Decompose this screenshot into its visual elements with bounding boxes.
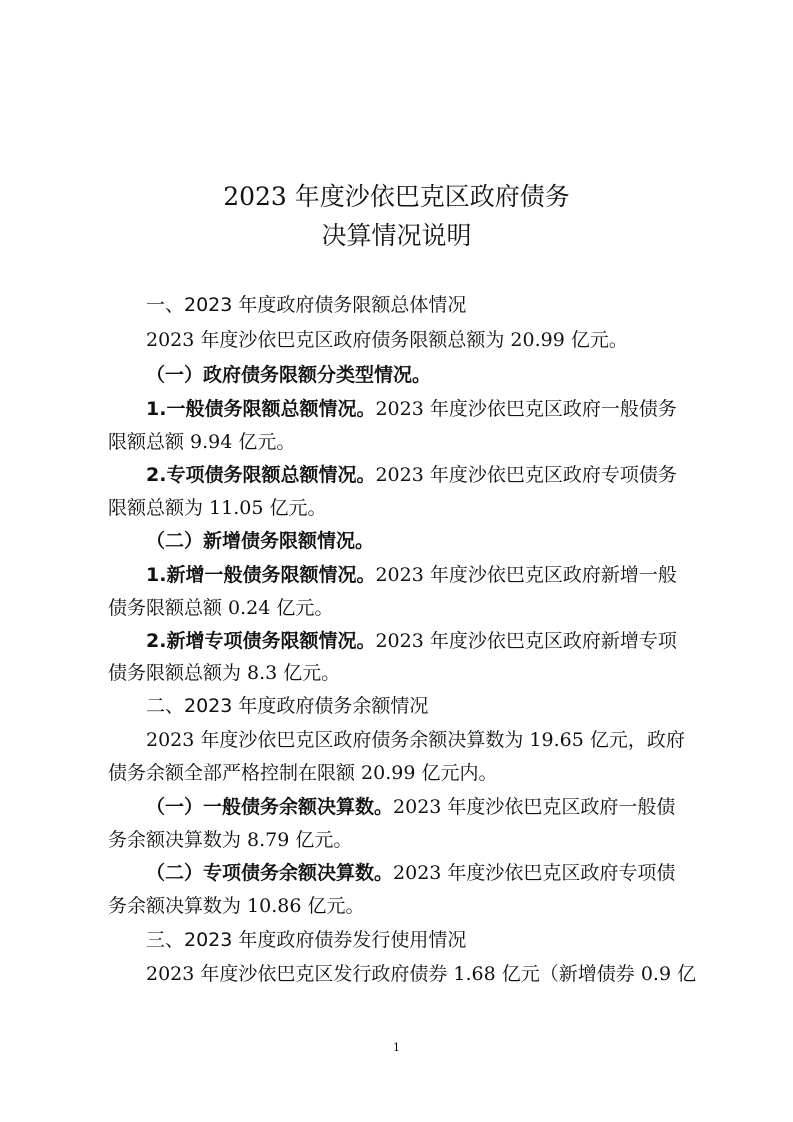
paragraph-line <box>108 761 497 785</box>
paragraph-line <box>146 563 677 587</box>
body-text: 限额总额为 11.05 亿元。 <box>108 497 327 519</box>
item-lead: （一）一般债务余额决算数。 <box>146 796 394 818</box>
subsection-heading <box>146 363 431 387</box>
page-number: 1 <box>393 1041 400 1054</box>
section-heading-text: 二、2023 年度政府债务余额情况 <box>146 695 429 717</box>
paragraph-line <box>146 629 677 653</box>
subsection-heading-text: （一）政府债务限额分类型情况。 <box>146 364 432 386</box>
paragraph-line <box>108 894 364 918</box>
paragraph-line <box>146 397 677 421</box>
item-lead: 2.专项债务限额总额情况。 <box>146 464 376 486</box>
item-lead: 2.新增专项债务限额情况。 <box>146 630 376 652</box>
paragraph-line <box>108 828 352 852</box>
body-text: 2023 年度沙依巴克区政府债务限额总额为 20.99 亿元。 <box>146 329 628 351</box>
body-text: 债务限额总额为 8.3 亿元。 <box>108 662 341 684</box>
body-text: 2023 年度沙依巴克区政府专项债 <box>393 862 676 884</box>
subsection-heading-text: （二）新增债务限额情况。 <box>146 530 375 552</box>
paragraph-line <box>146 328 628 352</box>
body-text: 务余额决算数为 8.79 亿元。 <box>108 829 353 851</box>
body-text: 2023 年度沙依巴克区政府债务余额决算数为 19.65 亿元，政府 <box>146 729 685 751</box>
paragraph-line <box>146 962 696 986</box>
paragraph-line <box>146 795 675 819</box>
body-text: 务余额决算数为 10.86 亿元。 <box>108 895 365 917</box>
subsection-heading <box>146 529 374 553</box>
paragraph-line <box>108 496 326 520</box>
paragraph-line <box>146 861 675 885</box>
paragraph-line <box>108 596 333 620</box>
body-text: 2023 年度沙依巴克区政府新增专项 <box>375 630 677 652</box>
body-text: 债务余额全部严格控制在限额 20.99 亿元内。 <box>108 762 498 784</box>
paragraph-line <box>108 661 340 685</box>
item-lead: 1.一般债务限额总额情况。 <box>146 398 376 420</box>
section-heading-2 <box>146 694 428 718</box>
section-heading-3 <box>146 928 466 952</box>
item-lead: 1.新增一般债务限额情况。 <box>146 564 376 586</box>
body-text: 债务限额总额 0.24 亿元。 <box>108 597 334 619</box>
item-lead: （二）专项债务余额决算数。 <box>146 862 394 884</box>
body-text: 2023 年度沙依巴克区政府专项债务 <box>375 464 677 486</box>
section-heading-text: 一、2023 年度政府债务限额总体情况 <box>146 294 467 316</box>
paragraph-line <box>146 463 677 487</box>
body-text: 2023 年度沙依巴克区政府一般债 <box>393 796 676 818</box>
document-title-line-2: 决算情况说明 <box>321 221 472 250</box>
paragraph-line <box>146 728 685 752</box>
section-heading-text: 三、2023 年度政府债券发行使用情况 <box>146 929 467 951</box>
section-heading-1 <box>146 293 466 317</box>
body-text: 2023 年度沙依巴克区政府一般债务 <box>375 398 677 420</box>
body-text: 2023 年度沙依巴克区政府新增一般 <box>375 564 677 586</box>
document-title-line-1: 2023 年度沙依巴克区政府债务 <box>223 182 570 211</box>
paragraph-line <box>108 430 295 454</box>
body-text: 2023 年度沙依巴克区发行政府债券 1.68 亿元（新增债券 0.9 亿 <box>146 963 697 985</box>
body-text: 限额总额 9.94 亿元。 <box>108 431 296 453</box>
